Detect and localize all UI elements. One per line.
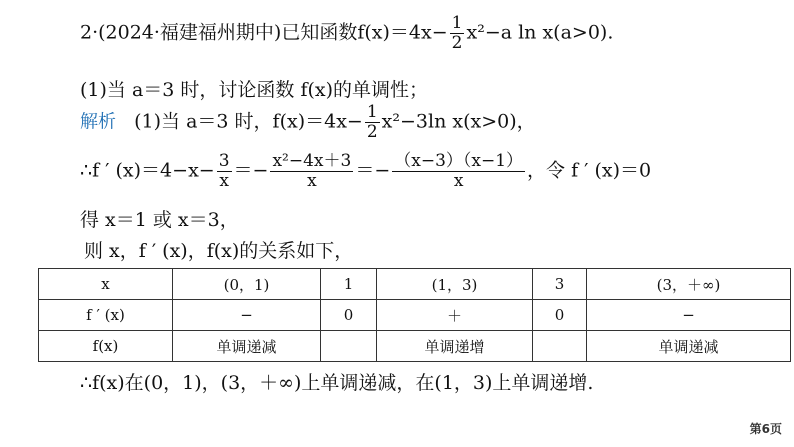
table-cell: 单调递减 — [173, 331, 321, 362]
monotonicity-table — [38, 268, 791, 362]
part1-question: (1)当 a＝3 时，讨论函数 f(x)的单调性； — [80, 79, 429, 101]
problem-fraction — [450, 14, 465, 53]
derivative-line — [80, 152, 651, 191]
page-number: 第6页 — [749, 422, 782, 436]
table-cell: − — [173, 300, 321, 331]
problem-fraction-num: 1 — [451, 13, 463, 33]
problem-statement — [80, 14, 613, 53]
derivative-frac-2-num: x²−4x＋3 — [272, 151, 352, 171]
problem-func: f(x)＝4x− — [357, 21, 448, 44]
table-cell: x — [39, 269, 173, 300]
problem-fraction-den: 2 — [451, 33, 463, 53]
problem-lead: 2·(2024·福建福州期中)已知函数 — [80, 21, 358, 44]
derivative-eq-1: ＝− — [233, 159, 269, 182]
table-cell: 单调递增 — [377, 331, 533, 362]
table-cell: 1 — [321, 269, 377, 300]
table-row — [39, 331, 791, 362]
table-row — [39, 300, 791, 331]
solution-fraction-den: 2 — [366, 122, 378, 142]
solution-tag: 解析 — [80, 111, 116, 133]
conclusion-line: ∴f(x)在(0，1)，(3，＋∞)上单调递减，在(1，3)上单调递增. — [80, 372, 594, 394]
solution-line — [80, 103, 536, 142]
table-cell: ＋ — [377, 300, 533, 331]
table-cell: (0，1) — [173, 269, 321, 300]
problem-tail: x²−a ln x(a>0). — [466, 21, 614, 44]
table-cell: f ′ (x) — [39, 300, 173, 331]
table-cell — [533, 331, 587, 362]
table-cell: 3 — [533, 269, 587, 300]
derivative-frac-2-den: x — [307, 171, 317, 191]
derivative-frac-1 — [217, 152, 232, 191]
table-cell: − — [587, 300, 791, 331]
relation-line: 则 x，f ′ (x)，f(x)的关系如下， — [84, 240, 354, 262]
table-cell — [321, 331, 377, 362]
derivative-frac-1-num: 3 — [218, 151, 230, 171]
table-cell: 0 — [321, 300, 377, 331]
solution-fraction-num: 1 — [366, 102, 378, 122]
derivative-tail: ，令 f ′ (x)＝0 — [527, 159, 652, 182]
derivative-eq-2: ＝− — [355, 159, 391, 182]
table-cell: 0 — [533, 300, 587, 331]
derivative-start: ∴f ′ (x)＝4−x− — [80, 159, 215, 182]
table-cell: (3，＋∞) — [587, 269, 791, 300]
solution-text-a: (1)当 a＝3 时，f(x)＝4x− — [134, 110, 363, 133]
table-cell: (1，3) — [377, 269, 533, 300]
derivative-frac-3-den: x — [453, 171, 464, 191]
table-row — [39, 269, 791, 300]
derivative-frac-1-den: x — [219, 171, 229, 191]
solution-text-b: x²−3ln x(x>0)， — [381, 110, 536, 133]
table-cell: f(x) — [39, 331, 173, 362]
derivative-frac-2 — [270, 152, 353, 191]
derivative-frac-3-num: （x−3）（x−1） — [394, 151, 524, 171]
table-cell: 单调递减 — [587, 331, 791, 362]
roots-line: 得 x＝1 或 x＝3， — [80, 209, 239, 231]
derivative-frac-3 — [392, 152, 525, 191]
solution-fraction — [365, 103, 380, 142]
